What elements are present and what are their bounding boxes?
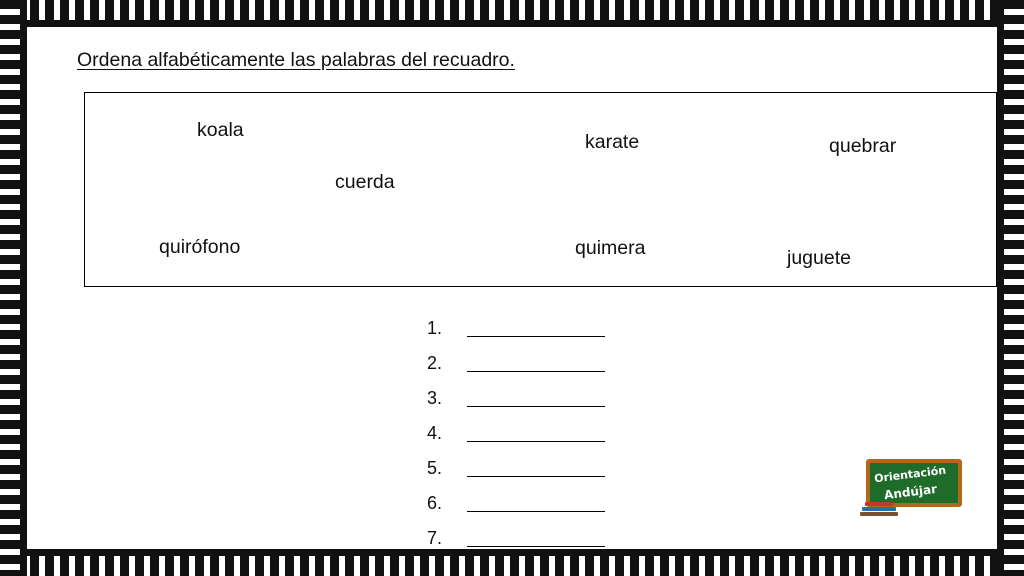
answer-blank-line[interactable] — [467, 406, 605, 407]
book-icon-red — [865, 502, 893, 506]
chalkboard-icon — [866, 459, 962, 507]
logo-line-2: Andújar — [883, 481, 938, 503]
word-bank-item: cuerda — [335, 171, 395, 193]
answer-number: 7. — [427, 528, 443, 548]
answer-row — [427, 352, 687, 387]
word-bank-item: koala — [197, 119, 244, 141]
answer-number: 4. — [427, 423, 443, 443]
answer-row — [427, 422, 687, 457]
books-icon — [860, 501, 900, 517]
decorative-border-left — [0, 0, 20, 576]
worksheet-content-area — [27, 27, 997, 549]
orientacion-andujar-logo — [860, 459, 964, 517]
word-bank-item: quebrar — [829, 135, 897, 157]
instruction-text: Ordena alfabéticamente las palabras del recuadro. — [77, 49, 515, 71]
decorative-border-top-solid — [0, 20, 1024, 27]
book-icon-blue — [862, 507, 896, 511]
answer-blank-line[interactable] — [467, 476, 605, 477]
answer-number: 5. — [427, 458, 443, 478]
answer-blank-line[interactable] — [467, 511, 605, 512]
word-bank-item: quimera — [575, 237, 646, 259]
answer-blank-line[interactable] — [467, 371, 605, 372]
answer-blank-line[interactable] — [467, 546, 605, 547]
answer-blank-line[interactable] — [467, 336, 605, 337]
decorative-border-top — [0, 0, 1024, 20]
answer-number: 3. — [427, 388, 443, 408]
answer-row — [427, 457, 687, 492]
answer-number: 2. — [427, 353, 443, 373]
book-icon-brown — [860, 512, 898, 516]
answer-number: 6. — [427, 493, 443, 513]
answer-row — [427, 317, 687, 352]
answer-row — [427, 387, 687, 422]
answer-row — [427, 527, 687, 562]
word-bank-item: quirófono — [159, 236, 241, 258]
word-bank-item: karate — [585, 131, 640, 153]
answer-lines-list — [427, 317, 687, 562]
answer-row — [427, 492, 687, 527]
decorative-border-right-solid — [997, 0, 1004, 576]
word-bank-box — [84, 92, 997, 287]
decorative-border-right — [1004, 0, 1024, 576]
logo-line-1: Orientación — [873, 463, 947, 486]
answer-blank-line[interactable] — [467, 441, 605, 442]
word-bank-item: juguete — [787, 247, 851, 269]
decorative-border-left-solid — [20, 0, 27, 576]
answer-number: 1. — [427, 318, 443, 338]
